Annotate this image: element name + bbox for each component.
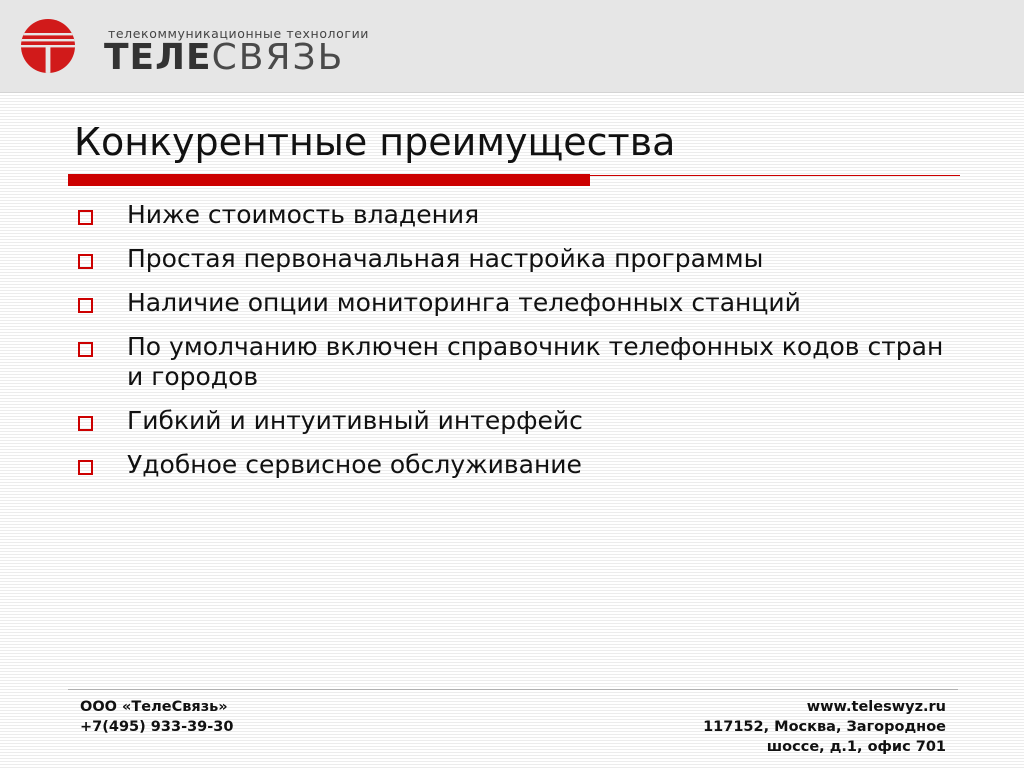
hollow-square-bullet-icon <box>78 254 93 269</box>
bullet-text: Простая первоначальная настройка программы <box>127 244 764 273</box>
bullet-item <box>78 244 958 274</box>
bullet-text: Гибкий и интуитивный интерфейс <box>127 406 583 435</box>
hollow-square-bullet-icon <box>78 210 93 225</box>
bullet-text: Удобное сервисное обслуживание <box>127 450 582 479</box>
logo-tagline: телекоммуникационные технологии <box>108 26 370 41</box>
footer-divider <box>68 689 958 690</box>
footer-website-link[interactable]: www.teleswyz.ru <box>806 699 946 715</box>
telesvyaz-logo-icon <box>20 18 76 74</box>
bullet-text: Наличие опции мониторинга телефонных станций <box>127 288 801 317</box>
bullet-item <box>78 288 958 318</box>
footer-company-name: ООО «ТелеСвязь» <box>80 699 228 715</box>
bullet-item <box>78 406 958 436</box>
title-underline-line <box>590 175 960 176</box>
bullet-list <box>78 200 958 494</box>
footer-address <box>703 697 946 757</box>
bullet-item <box>78 200 958 230</box>
logo-wordmark <box>104 38 344 78</box>
logo-wordmark-bold: ТЕЛЕ <box>104 37 212 78</box>
bullet-item <box>78 332 958 392</box>
header-band <box>0 0 1024 93</box>
footer-contacts <box>80 697 233 737</box>
bullet-text: Ниже стоимость владения <box>127 200 480 229</box>
hollow-square-bullet-icon <box>78 298 93 313</box>
bullet-text: По умолчанию включен справочник телефонных кодов стран и городов <box>127 332 944 391</box>
title-underline-bar <box>68 174 590 186</box>
bullet-item <box>78 450 958 480</box>
footer-phone: +7(495) 933-39-30 <box>80 719 234 735</box>
slide-title: Конкурентные преимущества <box>74 120 676 164</box>
footer-address-line-1: 117152, Москва, Загородное <box>703 719 946 735</box>
logo-wordmark-light: СВЯЗЬ <box>211 37 345 78</box>
hollow-square-bullet-icon <box>78 342 93 357</box>
footer-address-line-2: шоссе, д.1, офис 701 <box>766 739 946 755</box>
hollow-square-bullet-icon <box>78 460 93 475</box>
hollow-square-bullet-icon <box>78 416 93 431</box>
